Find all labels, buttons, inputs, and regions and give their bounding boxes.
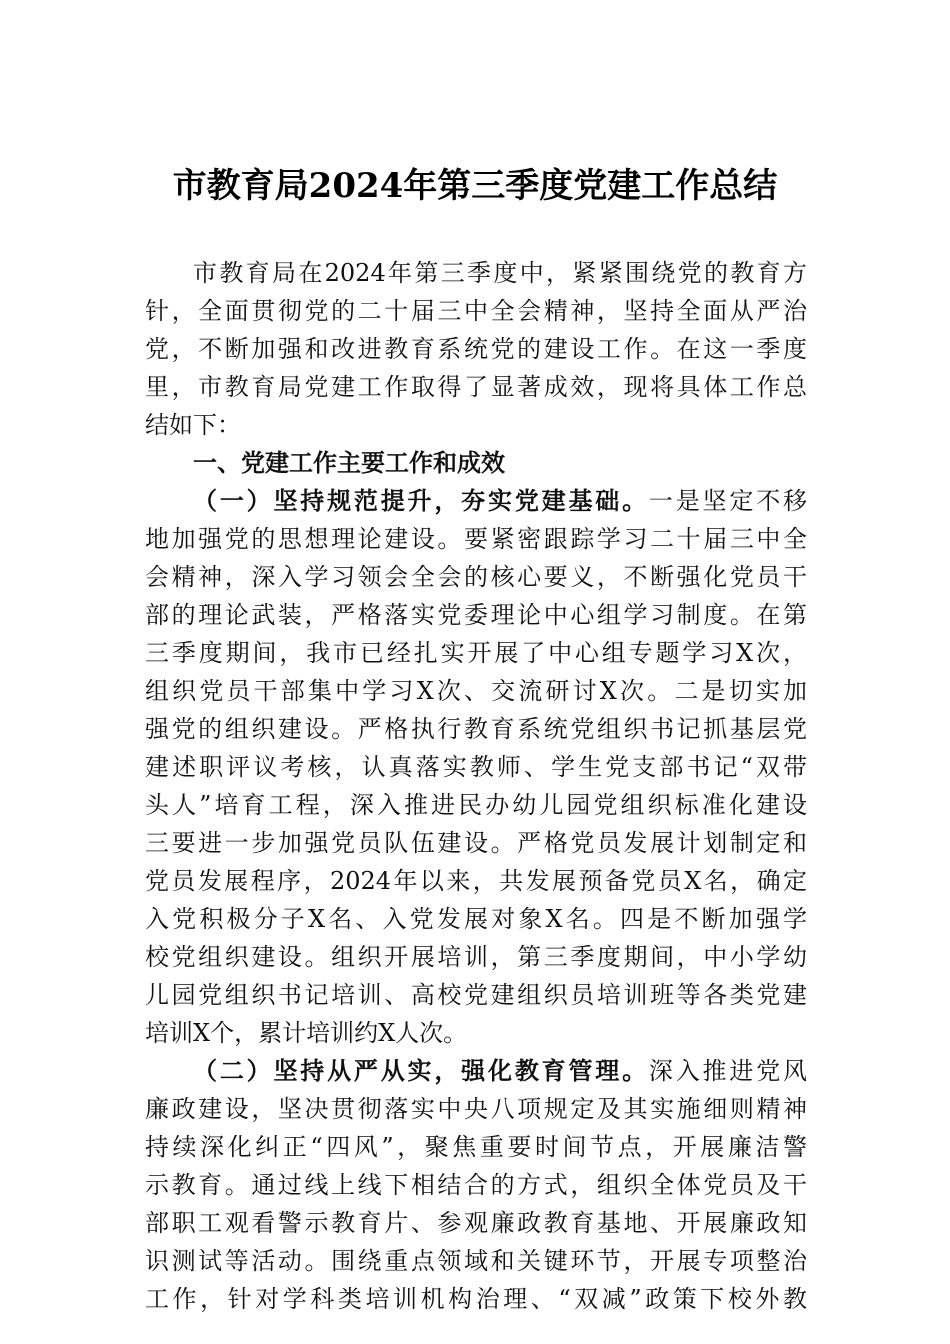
paragraph-text: 一是坚定不移 [648, 487, 807, 515]
section-heading: 一、党建工作主要工作和成效 [193, 448, 505, 477]
paragraph-line: 里，市教育局党建工作取得了显著成效，现将具体工作总 [145, 373, 807, 401]
document-title: 市教育局2024年第三季度党建工作总结 [172, 166, 778, 206]
paragraph-line: 党员发展程序，2024年以来，共发展预备党员X名，确定 [145, 867, 807, 895]
paragraph-line: 培训X个，累计培训约X人次。 [145, 1019, 468, 1047]
paragraph-line: 示教育。通过线上线下相结合的方式，组织全体党员及干 [145, 1171, 807, 1199]
document-body [145, 254, 807, 1318]
paragraph-line: 廉政建设，坚决贯彻落实中央八项规定及其实施细则精神 [145, 1095, 807, 1123]
subsection-heading: （一）坚持规范提升，夯实党建基础。 [193, 486, 649, 515]
paragraph-line: 三季度期间，我市已经扎实开展了中心组专题学习X次， [145, 639, 807, 667]
paragraph-line [145, 1052, 807, 1090]
paragraph-line: 建述职评议考核，认真落实教师、学生党支部书记“双带 [145, 753, 807, 781]
paragraph-line: 结如下： [145, 411, 241, 439]
paragraph-line: 入党积极分子X名、入党发展对象X名。四是不断加强学 [145, 905, 807, 933]
paragraph-line: 组织党员干部集中学习X次、交流研讨X次。二是切实加 [145, 677, 807, 705]
paragraph-line: 识测试等活动。围绕重点领域和关键环节，开展专项整治 [145, 1247, 807, 1275]
paragraph-line: 部的理论武装，严格落实党委理论中心组学习制度。在第 [145, 601, 807, 629]
paragraph-line: 持续深化纠正“四风”，聚焦重要时间节点，开展廉洁警 [145, 1133, 807, 1161]
paragraph-text: 深入推进党风 [648, 1057, 807, 1085]
paragraph-line: 强党的组织建设。严格执行教育系统党组织书记抓基层党 [145, 715, 807, 743]
paragraph-line: 市教育局在2024年第三季度中，紧紧围绕党的教育方 [193, 259, 807, 287]
paragraph-line: 三要进一步加强党员队伍建设。严格党员发展计划制定和 [145, 829, 807, 857]
subsection-heading: （二）坚持从严从实，强化教育管理。 [193, 1056, 649, 1085]
paragraph-line [145, 482, 807, 520]
paragraph-line: 工作，针对学科类培训机构治理、“双减”政策下校外教 [145, 1285, 807, 1313]
paragraph-line: 头人”培育工程，深入推进民办幼儿园党组织标准化建设 [145, 791, 807, 819]
paragraph-line: 地加强党的思想理论建设。要紧密跟踪学习二十届三中全 [145, 525, 807, 553]
paragraph-line: 党，不断加强和改进教育系统党的建设工作。在这一季度 [145, 335, 807, 363]
paragraph-line: 部职工观看警示教育片、参观廉政教育基地、开展廉政知 [145, 1209, 807, 1237]
paragraph-line: 校党组织建设。组织开展培训，第三季度期间，中小学幼 [145, 943, 807, 971]
paragraph-line: 会精神，深入学习领会全会的核心要义，不断强化党员干 [145, 563, 807, 591]
paragraph-line: 儿园党组织书记培训、高校党建组织员培训班等各类党建 [145, 981, 807, 1009]
paragraph-line: 针，全面贯彻党的二十届三中全会精神，坚持全面从严治 [145, 297, 807, 325]
